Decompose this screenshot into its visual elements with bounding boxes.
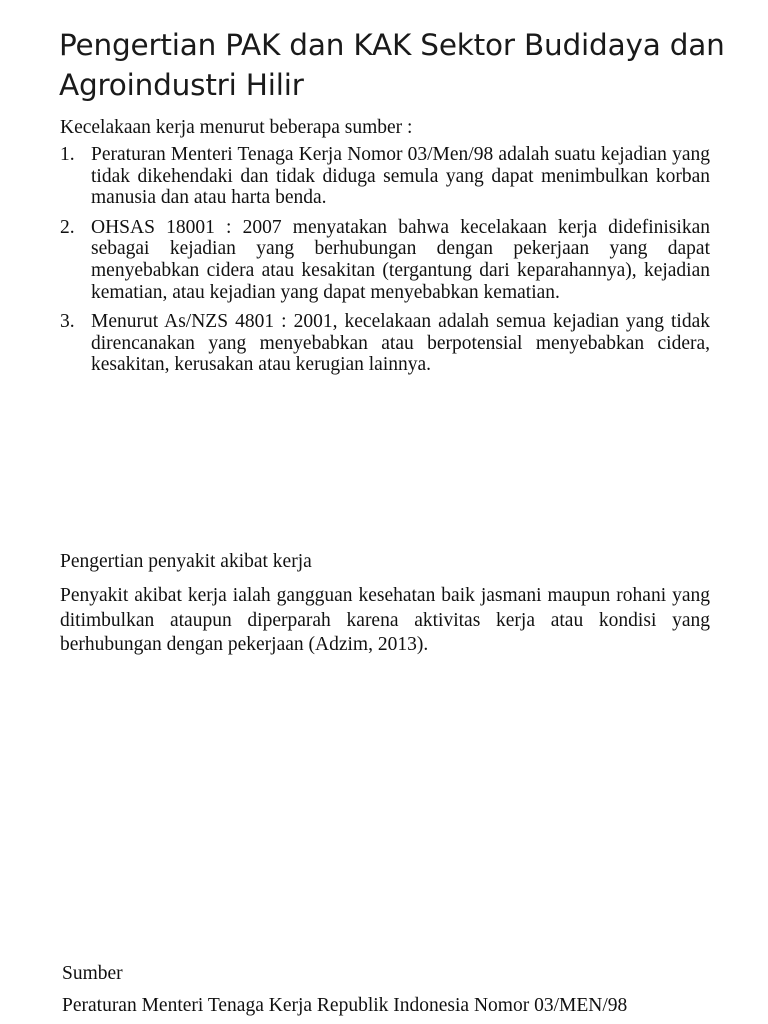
list-item (60, 144, 710, 209)
accident-intro: Kecelakaan kerja menurut beberapa sumber : (60, 117, 413, 138)
list-item-number: 3. (60, 311, 75, 333)
sources-heading: Sumber (62, 963, 123, 984)
list-item (60, 217, 710, 303)
disease-paragraph: Penyakit akibat kerja ialah gangguan kesehatan baik jasmani maupun rohani yang ditimbulkan ataupun diperparah karena aktivitas kerja atau kondisi yang berhubungan dengan pekerjaan (Adzim, 2013). (60, 585, 710, 655)
disease-heading: Pengertian penyakit akibat kerja (60, 551, 312, 572)
list-item (60, 311, 710, 376)
list-item-text: Menurut As/NZS 4801 : 2001, kecelakaan adalah semua kejadian yang tidak direncanakan yang menyebabkan atau berpotensial menyebabkan cidera, kesakitan, kerusakan atau kerugian lainnya. (91, 311, 710, 376)
list-item-text: Peraturan Menteri Tenaga Kerja Nomor 03/Men/98 adalah suatu kejadian yang tidak dikehendaki dan tidak diduga semula yang dapat menimbulkan korban manusia dan atau harta benda. (91, 144, 710, 209)
sources-text: Peraturan Menteri Tenaga Kerja Republik Indonesia Nomor 03/MEN/98 (62, 995, 628, 1016)
list-item-text: OHSAS 18001 : 2007 menyatakan bahwa kecelakaan kerja didefinisikan sebagai kejadian yang berhubungan dengan pekerjaan yang dapat menyebabkan cidera atau kesakitan (tergantung dari keparahannya), kejadian kematian, atau kejadian yang dapat menyebabkan kematian. (91, 216, 710, 303)
slide-title: Pengertian PAK dan KAK Sektor Budidaya dan Agroindustri Hilir (59, 28, 725, 102)
list-item-number: 1. (60, 144, 75, 165)
accident-definition-list (60, 144, 710, 384)
list-item-number: 2. (60, 216, 75, 238)
